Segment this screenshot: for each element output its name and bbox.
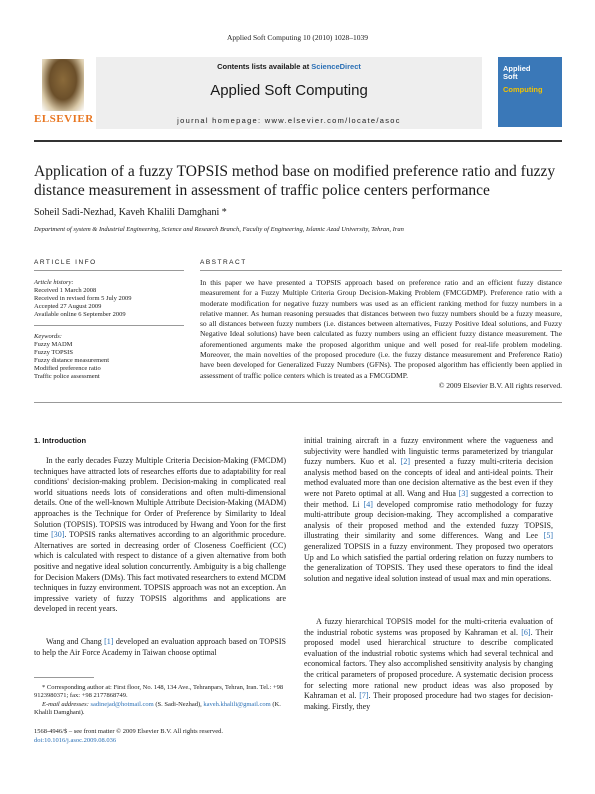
keywords <box>34 333 184 381</box>
email-owner: (K. Khalili Damghani). <box>34 700 281 716</box>
right-p1-text: developed compromise ratio methodology for fuzzy multi-attribute group decision-making. They accomplished a comparative analysis of their proposed method and the extended fuzzy TOPSIS, illustrating their similarity and some differences. Wang and Lee <box>304 499 553 541</box>
right-p1-text: initial training aircraft in a fuzzy environment where the vagueness and subjectivity were handled with linguistic terms parameterized by triangular fuzzy numbers. Kuo et al. <box>304 436 553 467</box>
intro-p1-text: In the early decades Fuzzy Multiple Criteria Decision-Making (FMCDM) techniques have attracted lots of researches efforts due to adaptability for real conditions' decision-making problem. Decision-making in complicated real world situations needs lots of considerations and often multi-dimensional details. One of the well-known Multiple Attribute Decision-Making (MADM) approaches is the Technique for Order of Preference by Similarity to Ideal Solution (TOPSIS). TOPSIS was introduced by Hwang and Yoon for the first time <box>34 456 286 540</box>
running-header: Applied Soft Computing 10 (2010) 1028–1039 <box>226 33 369 42</box>
right-p1-text: generalized TOPSIS in a fuzzy environment. They proposed two operators Up and Lo which satisfied the partial ordering relation on fuzzy numbers to the generalization of TOPSIS. They used these operators to find the ideal solution and negative ideal solution instead of usual max and min operations. <box>304 541 553 583</box>
history-item: Received 1 March 2008 <box>34 287 97 294</box>
right-p2-text: A fuzzy hierarchical TOPSIS model for the multi-criteria evaluation of the industrial robotic systems was proposed by Kahraman et al. <box>304 617 553 637</box>
sciencedirect-link[interactable]: ScienceDirect <box>311 62 361 71</box>
citation-link[interactable]: [4] <box>363 499 373 509</box>
corresponding-author-note: * Corresponding author at: First floor, No. 148, 134 Ave., Tehranpars, Tehran, Iran. Tel.: +98 9123980371; fax: +98 2177868749. <box>34 684 284 700</box>
journal-cover <box>498 57 562 127</box>
right-p2-text: . Their proposed procedure had two stages for decision-making. Firstly, they <box>304 691 553 711</box>
cover-title <box>503 65 531 81</box>
right-p1-text: suggested a correction to their method. Li <box>304 488 554 509</box>
abstract-bottom-rule <box>34 402 562 403</box>
intro-paragraph-2 <box>34 637 286 658</box>
citation-link[interactable]: [5] <box>543 531 553 541</box>
abstract-label: ABSTRACT <box>200 259 247 266</box>
keywords-rule <box>34 325 184 326</box>
cover-title-line3: Computing <box>503 85 543 94</box>
intro-paragraph-1 <box>34 456 286 615</box>
cover-title-line2: Soft <box>503 72 518 81</box>
footnotes <box>34 684 286 717</box>
abstract-text: In this paper we have presented a TOPSIS approach based on preference ratio and an efficient fuzzy distance measurement for a Fuzzy Multiple Criteria Group Decision-Making Problem (FMCGDMP). Preference ratio with a moderate modification for negative fuzzy numbers was used as an efficient ranking method for fuzzy numbers in a relative manner. As human reasoning persuades that distances between two fuzzy numbers should be a fuzzy measure, so all distances between fuzzy numbers (i.e. distances between alternatives, Fuzzy Positive Ideal solutions, and Fuzzy Negative Ideal solutions) have been calculated as fuzzy numbers using an efficient fuzzy distance measurement. The aforementioned arguments make the proposed algorithm unique and well posed for real-life problem modeling. Moreover, the main novelties of the proposed procedure (i.e. the fuzzy distance measurement and Preference Ratio) have been developed for Generalized Fuzzy Numbers (GFNs). The proposed algorithm has efficiently been applied in assessment of traffic police centers which is treated as a FMCGDMP. <box>200 278 562 380</box>
contents-line <box>96 62 482 71</box>
history-label: Article history: <box>34 279 74 286</box>
article-info-rule <box>34 270 184 271</box>
right-p2-text: . Their proposed model used hierarchical structure to describe complicated evaluation of the industrial robotic systems which had several technical and economical factors. They also accomplished sensitivity analysis by changing the critical parameters of proposed procedure. A systematic decision process for selecting more rational new product ideas was also proposed by Kahraman et al. <box>304 627 554 701</box>
intro-p2-text: Wang and Chang <box>46 637 105 646</box>
header-divider <box>34 140 562 142</box>
journal-homepage[interactable]: journal homepage: www.elsevier.com/locate/asoc <box>177 116 401 125</box>
citation-link[interactable]: [1] <box>104 637 114 646</box>
keyword-item: Fuzzy TOPSIS <box>34 349 73 356</box>
article-history <box>34 279 184 319</box>
intro-p1-rest: . TOPSIS ranks alternatives according to an algorithmic procedure. Alternatives are sorted in decreasing order of Closeness Coefficient (CC) which is calculated with respect to distance of a given alternative from both positive and negative ideal solution concurrently. Ambiguity is a big challenge for Decision Makers (DMs). This fact motivated researchers to extend MCDM techniques in fuzzy environment. TOPSIS approach was not an exception. An impressive variety of fuzzy TOPSIS algorithms and applications are developed in recent years. <box>34 530 287 614</box>
article-title: Application of a fuzzy TOPSIS method base on modified preference ratio and fuzzy distance measurement in assessment of traffic police centers performance <box>34 163 556 199</box>
right-paragraph-1 <box>304 436 553 584</box>
keyword-item: Traffic police assessment <box>34 373 100 380</box>
section-heading-introduction: 1. Introduction <box>34 436 87 445</box>
history-item: Received in revised form 5 July 2009 <box>34 295 132 302</box>
citation-link[interactable]: [6] <box>521 627 531 637</box>
email-label: E-mail addresses: <box>42 700 91 708</box>
keyword-item: Fuzzy distance measurement <box>34 357 110 364</box>
citation-link[interactable]: [7] <box>359 691 369 701</box>
right-paragraph-2 <box>304 617 553 712</box>
elsevier-wordmark: ELSEVIER <box>34 113 94 125</box>
issn-line: 1568-4946/$ – see front matter © 2009 Elsevier B.V. All rights reserved. <box>34 728 223 735</box>
history-item: Available online 6 September 2009 <box>34 311 126 318</box>
journal-title: Applied Soft Computing <box>210 82 368 99</box>
citation-link[interactable]: [2] <box>400 457 411 467</box>
keywords-label: Keywords: <box>34 333 62 340</box>
contents-prefix: Contents lists available at <box>217 62 312 71</box>
affiliation: Department of system & Industrial Engineering, Science and Research Branch, Faculty of Engineering, Islamic Azad University, Tehran, Iran <box>34 226 404 233</box>
keyword-item: Modified preference ratio <box>34 365 101 372</box>
elsevier-tree-icon <box>42 59 84 111</box>
email-note <box>34 701 286 718</box>
article-info-label: ARTICLE INFO <box>34 259 97 266</box>
intro-p2-rest: developed an evaluation approach based on TOPSIS to help the Air Force Academy in Taiwan choose optimal <box>34 637 286 657</box>
elsevier-logo <box>34 57 92 129</box>
keyword-item: Fuzzy MADM <box>34 341 73 348</box>
cover-title-line1: Applied <box>503 64 531 73</box>
right-p1-text: presented a fuzzy multi-criteria decision analysis method based on the concepts of ideal and anti-ideal points. Their method evaluated more than one decision alternative as the best even if they were not Pareto optimal at all. Wang and Hua <box>304 457 553 498</box>
citation-link[interactable]: [30] <box>51 530 65 540</box>
citation-link[interactable]: [3] <box>458 488 469 498</box>
abstract-rule <box>200 270 562 271</box>
email-link[interactable]: sadinejad@hotmail.com <box>90 700 154 708</box>
abstract-copyright: © 2009 Elsevier B.V. All rights reserved. <box>438 380 562 390</box>
doi-link[interactable]: doi:10.1016/j.asoc.2009.08.036 <box>34 737 117 744</box>
abstract <box>200 278 562 391</box>
email-link[interactable]: kaveh.khalili@gmail.com <box>203 700 271 708</box>
history-item: Accepted 27 August 2009 <box>34 303 102 310</box>
authors: Soheil Sadi-Nezhad, Kaveh Khalili Damghani * <box>34 207 227 218</box>
footnote-rule <box>34 677 94 678</box>
email-owner: (S. Sadi-Nezhad), <box>153 700 202 708</box>
